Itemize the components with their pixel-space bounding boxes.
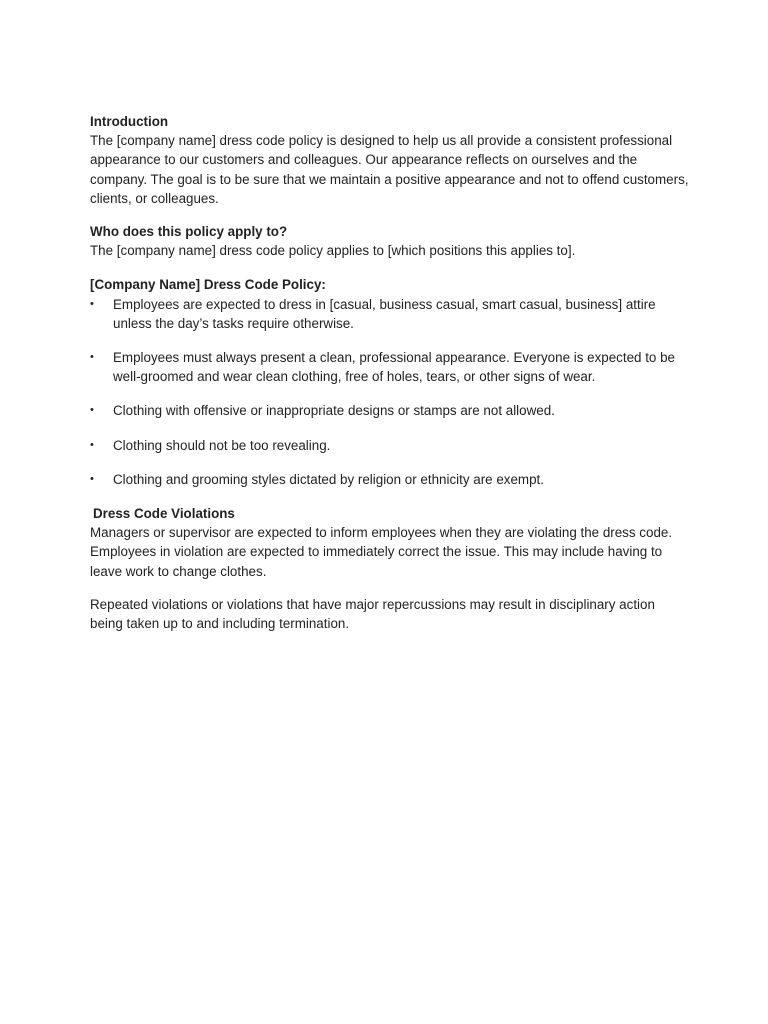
who-paragraph: The [company name] dress code policy applies to [which positions this applies to]. — [90, 243, 576, 259]
who-section — [90, 222, 690, 260]
document-body — [90, 112, 690, 633]
bullet-icon: • — [90, 404, 94, 417]
list-item-text: Clothing and grooming styles dictated by religion or ethnicity are exempt. — [113, 471, 544, 487]
violations-heading: Dress Code Violations — [93, 506, 235, 522]
bullet-icon: • — [90, 351, 94, 364]
introduction-paragraph: The [company name] dress code policy is designed to help us all provide a consistent professional appearance to our customers and colleagues. Our appearance reflects on ourselves and the company. The goal is to be sure that we maintain a positive appearance and not to offend customers, clients, or colleagues. — [90, 133, 689, 206]
list-item-text: Employees are expected to dress in [casual, business casual, smart casual, business] attire unless the day’s tasks require otherwise. — [113, 296, 656, 331]
list-item — [90, 436, 690, 455]
bullet-icon: • — [90, 297, 94, 310]
violations-section — [90, 504, 690, 633]
list-item — [90, 295, 690, 333]
list-item-text: Clothing with offensive or inappropriate designs or stamps are not allowed. — [113, 403, 555, 419]
bullet-icon: • — [90, 472, 94, 485]
violations-consequences-paragraph: Repeated violations or violations that have major repercussions may result in disciplinary action being taken up to and including termination. — [90, 596, 655, 632]
list-item-text: Clothing should not be too revealing. — [113, 437, 331, 453]
who-heading: Who does this policy apply to? — [90, 224, 288, 240]
introduction-section — [90, 112, 690, 208]
list-item — [90, 348, 690, 386]
list-item — [90, 470, 690, 489]
policy-section — [90, 275, 690, 489]
policy-heading: [Company Name] Dress Code Policy: — [90, 277, 326, 293]
list-item — [90, 401, 690, 420]
bullet-icon: • — [90, 438, 94, 451]
violations-paragraph: Managers or supervisor are expected to inform employees when they are violating the dress code. Employees in violation are expected to immediately correct the issue. This may include having to leave work to change clothes. — [90, 525, 673, 579]
list-item-text: Employees must always present a clean, professional appearance. Everyone is expected to be well-groomed and wear clean clothing, free of holes, tears, or other signs of wear. — [113, 350, 675, 385]
policy-bullet-list — [90, 295, 690, 489]
introduction-heading: Introduction — [90, 114, 169, 129]
